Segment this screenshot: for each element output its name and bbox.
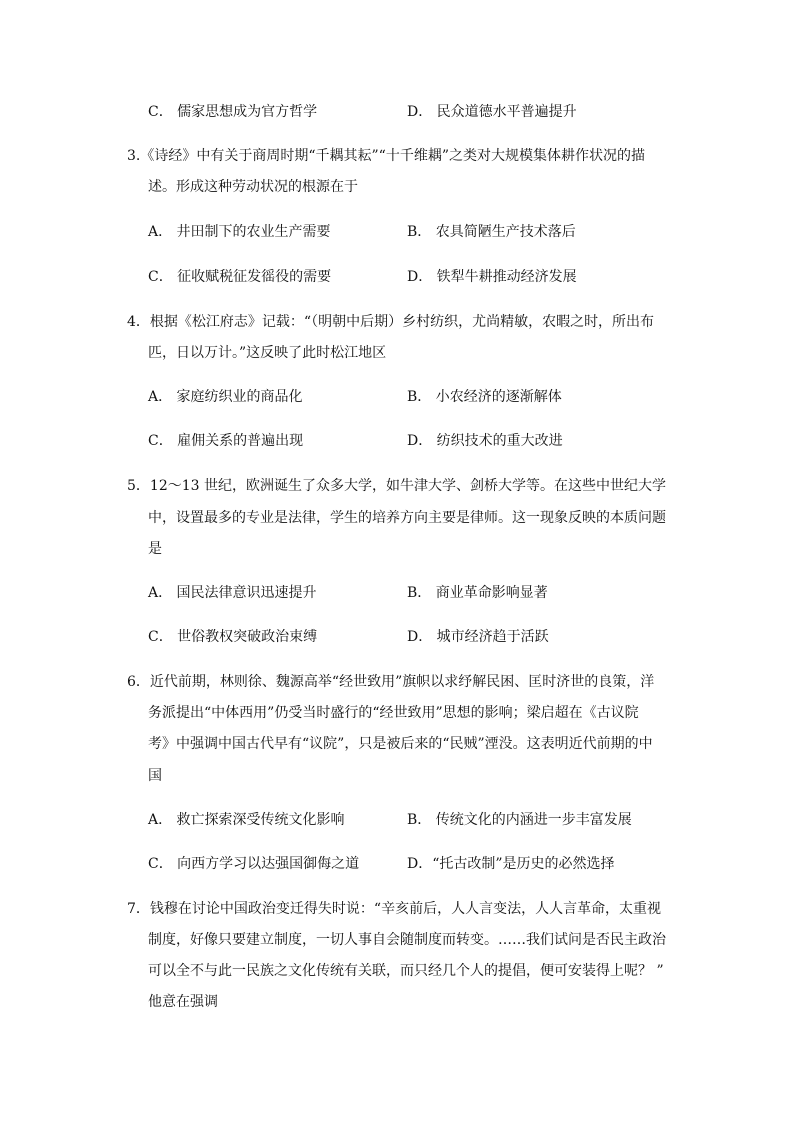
q3-stem-line1: 3.《诗经》中有关于商周时期“千耦其耘”“十千维耦”之类对大规模集体耕作状况的描 <box>127 148 645 164</box>
q6-stem-line2: 务派提出“中体西用”仍受当时盛行的“经世致用”思想的影响；梁启超在《古议院 <box>148 705 639 721</box>
q3-option-b: B． 农具简陋生产技术落后 <box>407 224 576 240</box>
q5-option-c: C． 世俗教权突破政治束缚 <box>148 629 318 645</box>
q7-stem-line2: 制度，好像只要建立制度，一切人事自会随制度而转变。……我们试问是否民主政治 <box>148 932 666 948</box>
q4-option-c: C． 雇佣关系的普遍出现 <box>148 433 304 449</box>
q2-option-c: C． 儒家思想成为官方哲学 <box>148 104 318 120</box>
q5-option-d: D． 城市经济趋于活跃 <box>407 629 549 645</box>
q6-stem-line3: 考》中强调中国古代早有“议院”，只是被后来的“民贼”湮没。这表明近代前期的中 <box>148 736 653 752</box>
q2-option-d: D． 民众道德水平普遍提升 <box>407 104 577 120</box>
q4-option-a: A． 家庭纺织业的商品化 <box>148 389 303 405</box>
q4-option-b: B． 小农经济的逐渐解体 <box>407 389 562 405</box>
q5-stem-line3: 是 <box>148 541 162 557</box>
q4-stem-line1: 4．根据《松江府志》记载：“（明朝中后期）乡村纺织，尤尚精敏，农暇之时，所出布 <box>127 314 655 330</box>
q6-option-d: D．“托古改制”是历史的必然选择 <box>407 856 615 872</box>
q4-stem-line2: 匹，日以万计。”这反映了此时松江地区 <box>148 345 387 361</box>
q5-stem-line2: 中，设置最多的专业是法律，学生的培养方向主要是律师。这一现象反映的本质问题 <box>148 510 666 526</box>
q6-option-c: C． 向西方学习以达强国御侮之道 <box>148 856 360 872</box>
q6-stem-line4: 国 <box>148 768 162 784</box>
q5-option-b: B． 商业革命影响显著 <box>407 585 548 601</box>
q3-option-c: C． 征收赋税征发徭役的需要 <box>148 269 332 285</box>
q7-stem-line4: 他意在强调 <box>148 994 218 1010</box>
q3-stem-line2: 述。形成这种劳动状况的根源在于 <box>148 179 358 195</box>
q3-option-a: A． 井田制下的农业生产需要 <box>148 224 331 240</box>
q7-stem-line3: 可以全不与此一民族之文化传统有关联，而只经几个人的提倡，便可安装得上呢？ ” <box>148 963 664 979</box>
q6-stem-line1: 6．近代前期，林则徐、魏源高举“经世致用”旗帜以求纾解民困、匡时济世的良策，洋 <box>127 674 655 690</box>
q5-stem-line1: 5．12～13 世纪，欧洲诞生了众多大学，如牛津大学、剑桥大学等。在这些中世纪大学 <box>127 478 666 494</box>
q4-option-d: D． 纺织技术的重大改进 <box>407 433 563 449</box>
q6-option-a: A． 救亡探索深受传统文化影响 <box>148 812 345 828</box>
q3-option-d: D． 铁犁牛耕推动经济发展 <box>407 269 577 285</box>
q5-option-a: A． 国民法律意识迅速提升 <box>148 585 317 601</box>
q7-stem-line1: 7．钱穆在讨论中国政治变迁得失时说：“辛亥前后，人人言变法，人人言革命，太重视 <box>127 901 662 917</box>
q6-option-b: B． 传统文化的内涵进一步丰富发展 <box>407 812 632 828</box>
